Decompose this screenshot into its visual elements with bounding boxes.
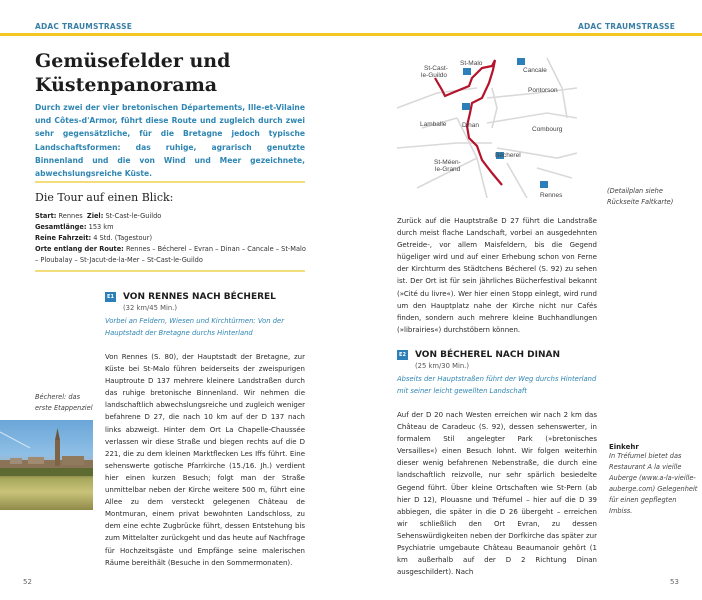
time-value: 4 Std. (Tagestour) [93, 234, 153, 242]
section-e2-heading [397, 350, 602, 360]
tip-title: Einkehr [609, 443, 639, 451]
start-label: Start: [35, 212, 57, 220]
church-silhouette-icon [0, 420, 93, 510]
route-map [397, 48, 577, 198]
page-number-right: 53 [670, 578, 679, 586]
tour-box-title: Die Tour auf einen Blick: [35, 191, 174, 204]
stage-badge-e1-icon: E1 [105, 292, 116, 302]
svg-text:le-Grand: le-Grand [435, 166, 461, 173]
becherel-photo [0, 420, 93, 510]
ziel-value: St-Cast-le-Guildo [105, 212, 162, 220]
places-label: Orte entlang der Route: [35, 245, 124, 253]
time-label: Reine Fahrzeit: [35, 234, 92, 242]
section-e2-distance: (25 km/30 Min.) [415, 362, 469, 370]
running-head-right: ADAC TRAUMSTRASSE [578, 22, 676, 31]
section-e2-body: Auf der D 20 nach Westen erreichen wir nach 2 km das Château de Caradeuc (S. 92), dessen sehenswerter, in formalem Stil angelegter Park (»bretonisches Versailles«) einen Besuch lohnt. Wir folgen weiterhin dieser wenig befahrenen Nebenstraße, die durch eine landschaftlich reizvolle, nur sehr spärlich besiedelte Gegend führt. Über kleine Ortschaften wie St-Pern (ab hier D 12), Plouasne und Tréfumel – hier auf die D 39 abbiegen, die später in die D 26 übergeht – erreichen wir schließlich den Ort Evran, zu dessen Sehenswürdigkeiten neben der Dorfkirche das später zur Psychiatrie umgebaute Château Beaumanoir gehört (1 km außerhalb auf der D 2 Richtung Dinan ausgeschildert). Nach [397, 411, 597, 577]
length-value: 153 km [88, 223, 114, 231]
section-e1-distance: (32 km/45 Min.) [123, 304, 177, 312]
section-e1-title: VON RENNES NACH BÉCHEREL [123, 292, 276, 302]
photo-caption [35, 392, 95, 414]
tour-length [35, 222, 310, 233]
tip-text: In Tréfumel bietet das Restaurant A la vieille Auberge (www.a-la-vieille-auberge.com) Gelegenheit für einen gepflegten Imbiss. [609, 452, 698, 515]
header-rule-right [351, 33, 702, 36]
svg-text:Dinan: Dinan [462, 122, 479, 129]
intro-paragraph: Durch zwei der vier bretonischen Départements, Ille-et-Vilaine und Côtes-d'Armor, führt diese Route und zugleich durch zwei sehr gegensätzliche, für die Bretagne jedoch typische Landschaftsformen: das ruhige, agrarisch genutzte Binnenland und die von Wind und Meer gezeichnete, abwechslungsreiche Küste. [35, 103, 305, 179]
tour-box-body [35, 211, 310, 266]
page-title [35, 49, 335, 97]
svg-text:Bécherel: Bécherel [495, 152, 521, 159]
title-line-1: Gemüsefelder und [35, 50, 231, 72]
svg-text:St-Malo: St-Malo [460, 60, 483, 67]
route-map-graphic [397, 48, 577, 198]
length-label: Gesamtlänge: [35, 223, 87, 231]
title-line-2: Küstenpanorama [35, 74, 218, 96]
svg-text:Lamballe: Lamballe [420, 121, 447, 128]
map-caption [607, 186, 702, 208]
running-head-left: ADAC TRAUMSTRASSE [35, 22, 133, 31]
tour-box-bottom-rule [35, 270, 305, 272]
section-e1-header [105, 292, 310, 339]
svg-text:Cancale: Cancale [523, 67, 547, 74]
map-caption-line-1: (Detailplan siehe [607, 187, 663, 195]
tour-box-top-rule [35, 181, 305, 183]
section-e1-body: Von Rennes (S. 80), der Hauptstadt der Bretagne, zur Küste bei St-Malo führen beiderseits der zweispurigen Hauptroute D 137 mehrere kleinere Landstraßen durch das ruhige bretonische Binnenland. Wir nehmen die landschaftlich abwechslungsreiche und zugleich weniger befahrene D 27, die nach 10 km auf der D 137 nach links abzweigt. Hinter dem Ort La Chapelle-Chaussée verlassen wir diese Straße und biegen rechts auf die D 221, die zu dem kleinen Marktflecken Les Iffs führt. Eine sehenswerte gotische Pfarrkirche (15./16. Jh.) verdient hier einen kurzen Besuch; folgt man der Straße unmittelbar neben der Kirche weitere 500 m, führt eine Allee zu dem versteckt gelegenen Château de Montmuran, einem privat bewohnten Landschloss, zu dem eine echte Zugbrücke führt, dessen Entstehung bis zum Mittelalter zurückgeht und das heute auf Nachfrage für Hochzeitsgäste und Empfänge seine malerischen Räume bereithält (Besuche in den Sommermonaten). [105, 353, 305, 567]
section-e1-lead: Vorbei an Feldern, Wiesen und Kirchtürmen: Von der Hauptstadt der Bretagne durchs Hinterland [105, 317, 285, 337]
section-e2-title: VON BÉCHEREL NACH DINAN [415, 350, 560, 360]
tip-box [609, 443, 699, 517]
stage-badge-e2-icon: E2 [397, 350, 408, 360]
tour-start-ziel [35, 211, 310, 222]
section-e1-heading [105, 292, 310, 302]
svg-text:Rennes: Rennes [540, 192, 563, 198]
ziel-label: Ziel: [86, 212, 104, 220]
svg-text:St-Cast-: St-Cast- [424, 65, 448, 72]
photo-caption-line-1: Bécherel: das [35, 393, 81, 401]
tour-places [35, 244, 310, 266]
svg-text:le-Guildo: le-Guildo [421, 72, 448, 79]
tour-time [35, 233, 310, 244]
photo-caption-line-2: erste Etappenziel [35, 404, 93, 412]
start-value: Rennes [58, 212, 83, 220]
map-caption-line-2: Rückseite Faltkarte) [607, 198, 674, 206]
svg-text:St-Méen-: St-Méen- [434, 159, 461, 166]
svg-text:Pontorson: Pontorson [528, 87, 558, 94]
places-value: Rennes – Bécherel – Evran – Dinan – Cancale – St-Malo – Ploubalay – St-Jacut-de-la-Mer – St-Cast-le-Guildo [35, 245, 306, 264]
section-e2-header [397, 350, 602, 397]
continuation-paragraph: Zurück auf die Hauptstraße D 27 führt die Landstraße durch meist flache Landschaft, vorbei an ausgedehnten Getreide-, vor allem Maisfeldern, bis die Gegend hügeliger wird und auf einer Erhebung schon von Ferne der Kirchturm des Städtchens Bécherel (S. 92) zu sehen ist. Der Ort ist für sein jährliches Bücherfestival bekannt (»Cité du livre«). Wer hier einen Stopp einlegt, wird rund um den Hauptplatz nahe der Kirche nicht nur Cafés finden, sondern auch mehrere kleine Buchhandlungen (»librairies«) durchstöbern können. [397, 217, 597, 334]
page-number-left: 52 [23, 578, 32, 586]
section-e2-lead: Abseits der Hauptstraßen führt der Weg durchs Hinterland mit seiner leicht gewellten Landschaft [397, 375, 597, 395]
svg-text:Combourg: Combourg [532, 126, 563, 133]
header-rule-left [0, 33, 351, 36]
